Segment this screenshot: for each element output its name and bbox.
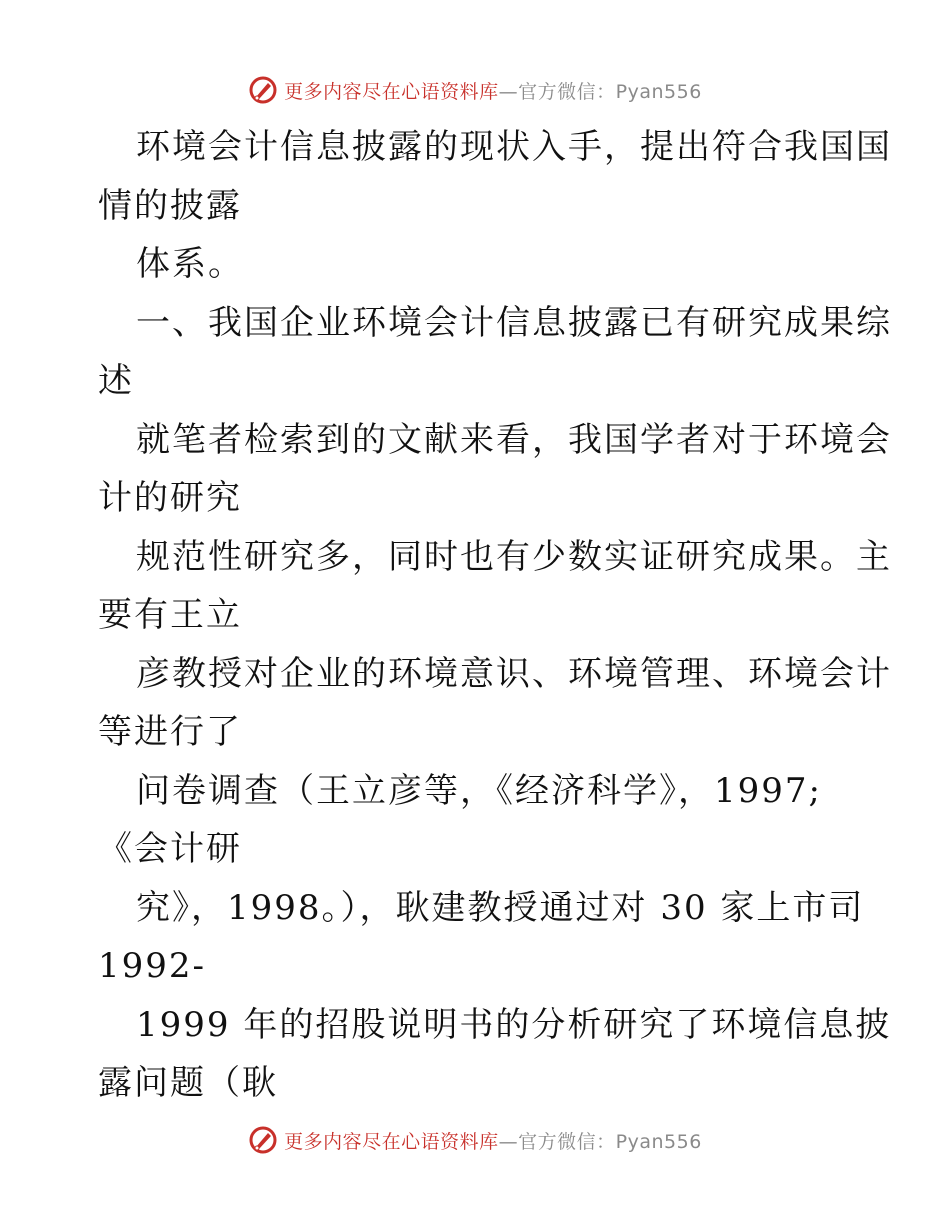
footer-banner bbox=[284, 1127, 702, 1154]
page-header bbox=[0, 70, 950, 110]
body-line: 彦教授对企业的环境意识、环境管理、环境会计 bbox=[136, 653, 892, 694]
body-line: 等进行了 bbox=[98, 712, 242, 752]
header-brand: 更多内容尽在心语资料库 bbox=[284, 80, 499, 103]
body-line: 露问题（耿 bbox=[98, 1063, 278, 1103]
body-line: 规范性研究多，同时也有少数实证研究成果。主 bbox=[136, 536, 892, 577]
header-banner bbox=[284, 77, 702, 104]
body-line: 1999 年的招股说明书的分析研究了环境信息披 bbox=[136, 1004, 892, 1045]
body-line: 1992- bbox=[98, 946, 207, 986]
body-line: 体系。 bbox=[136, 244, 244, 284]
page-footer bbox=[0, 1120, 950, 1160]
body-line: 述 bbox=[98, 361, 134, 401]
body-line: 环境会计信息披露的现状入手，提出符合我国国 bbox=[136, 127, 892, 167]
pen-logo-icon bbox=[248, 1125, 278, 1155]
document-body bbox=[98, 118, 892, 1113]
body-line: 《会计研 bbox=[98, 829, 242, 869]
body-line: 情的披露 bbox=[98, 185, 242, 226]
body-line: 一、我国企业环境会计信息披露已有研究成果综 bbox=[136, 302, 892, 343]
pen-logo-icon bbox=[248, 75, 278, 105]
body-line: 要有王立 bbox=[98, 595, 242, 635]
footer-wechat: —官方微信：Pyan556 bbox=[498, 1130, 702, 1153]
body-line: 问卷调查（王立彦等，《经济科学》，1997; bbox=[136, 770, 822, 811]
header-wechat: —官方微信：Pyan556 bbox=[498, 80, 702, 103]
body-line: 究》，1998。），耿建教授通过对 30 家上市司 bbox=[136, 887, 865, 928]
footer-brand: 更多内容尽在心语资料库 bbox=[284, 1130, 499, 1153]
body-line: 就笔者检索到的文献来看，我国学者对于环境会 bbox=[136, 419, 892, 460]
body-line: 计的研究 bbox=[98, 478, 242, 518]
